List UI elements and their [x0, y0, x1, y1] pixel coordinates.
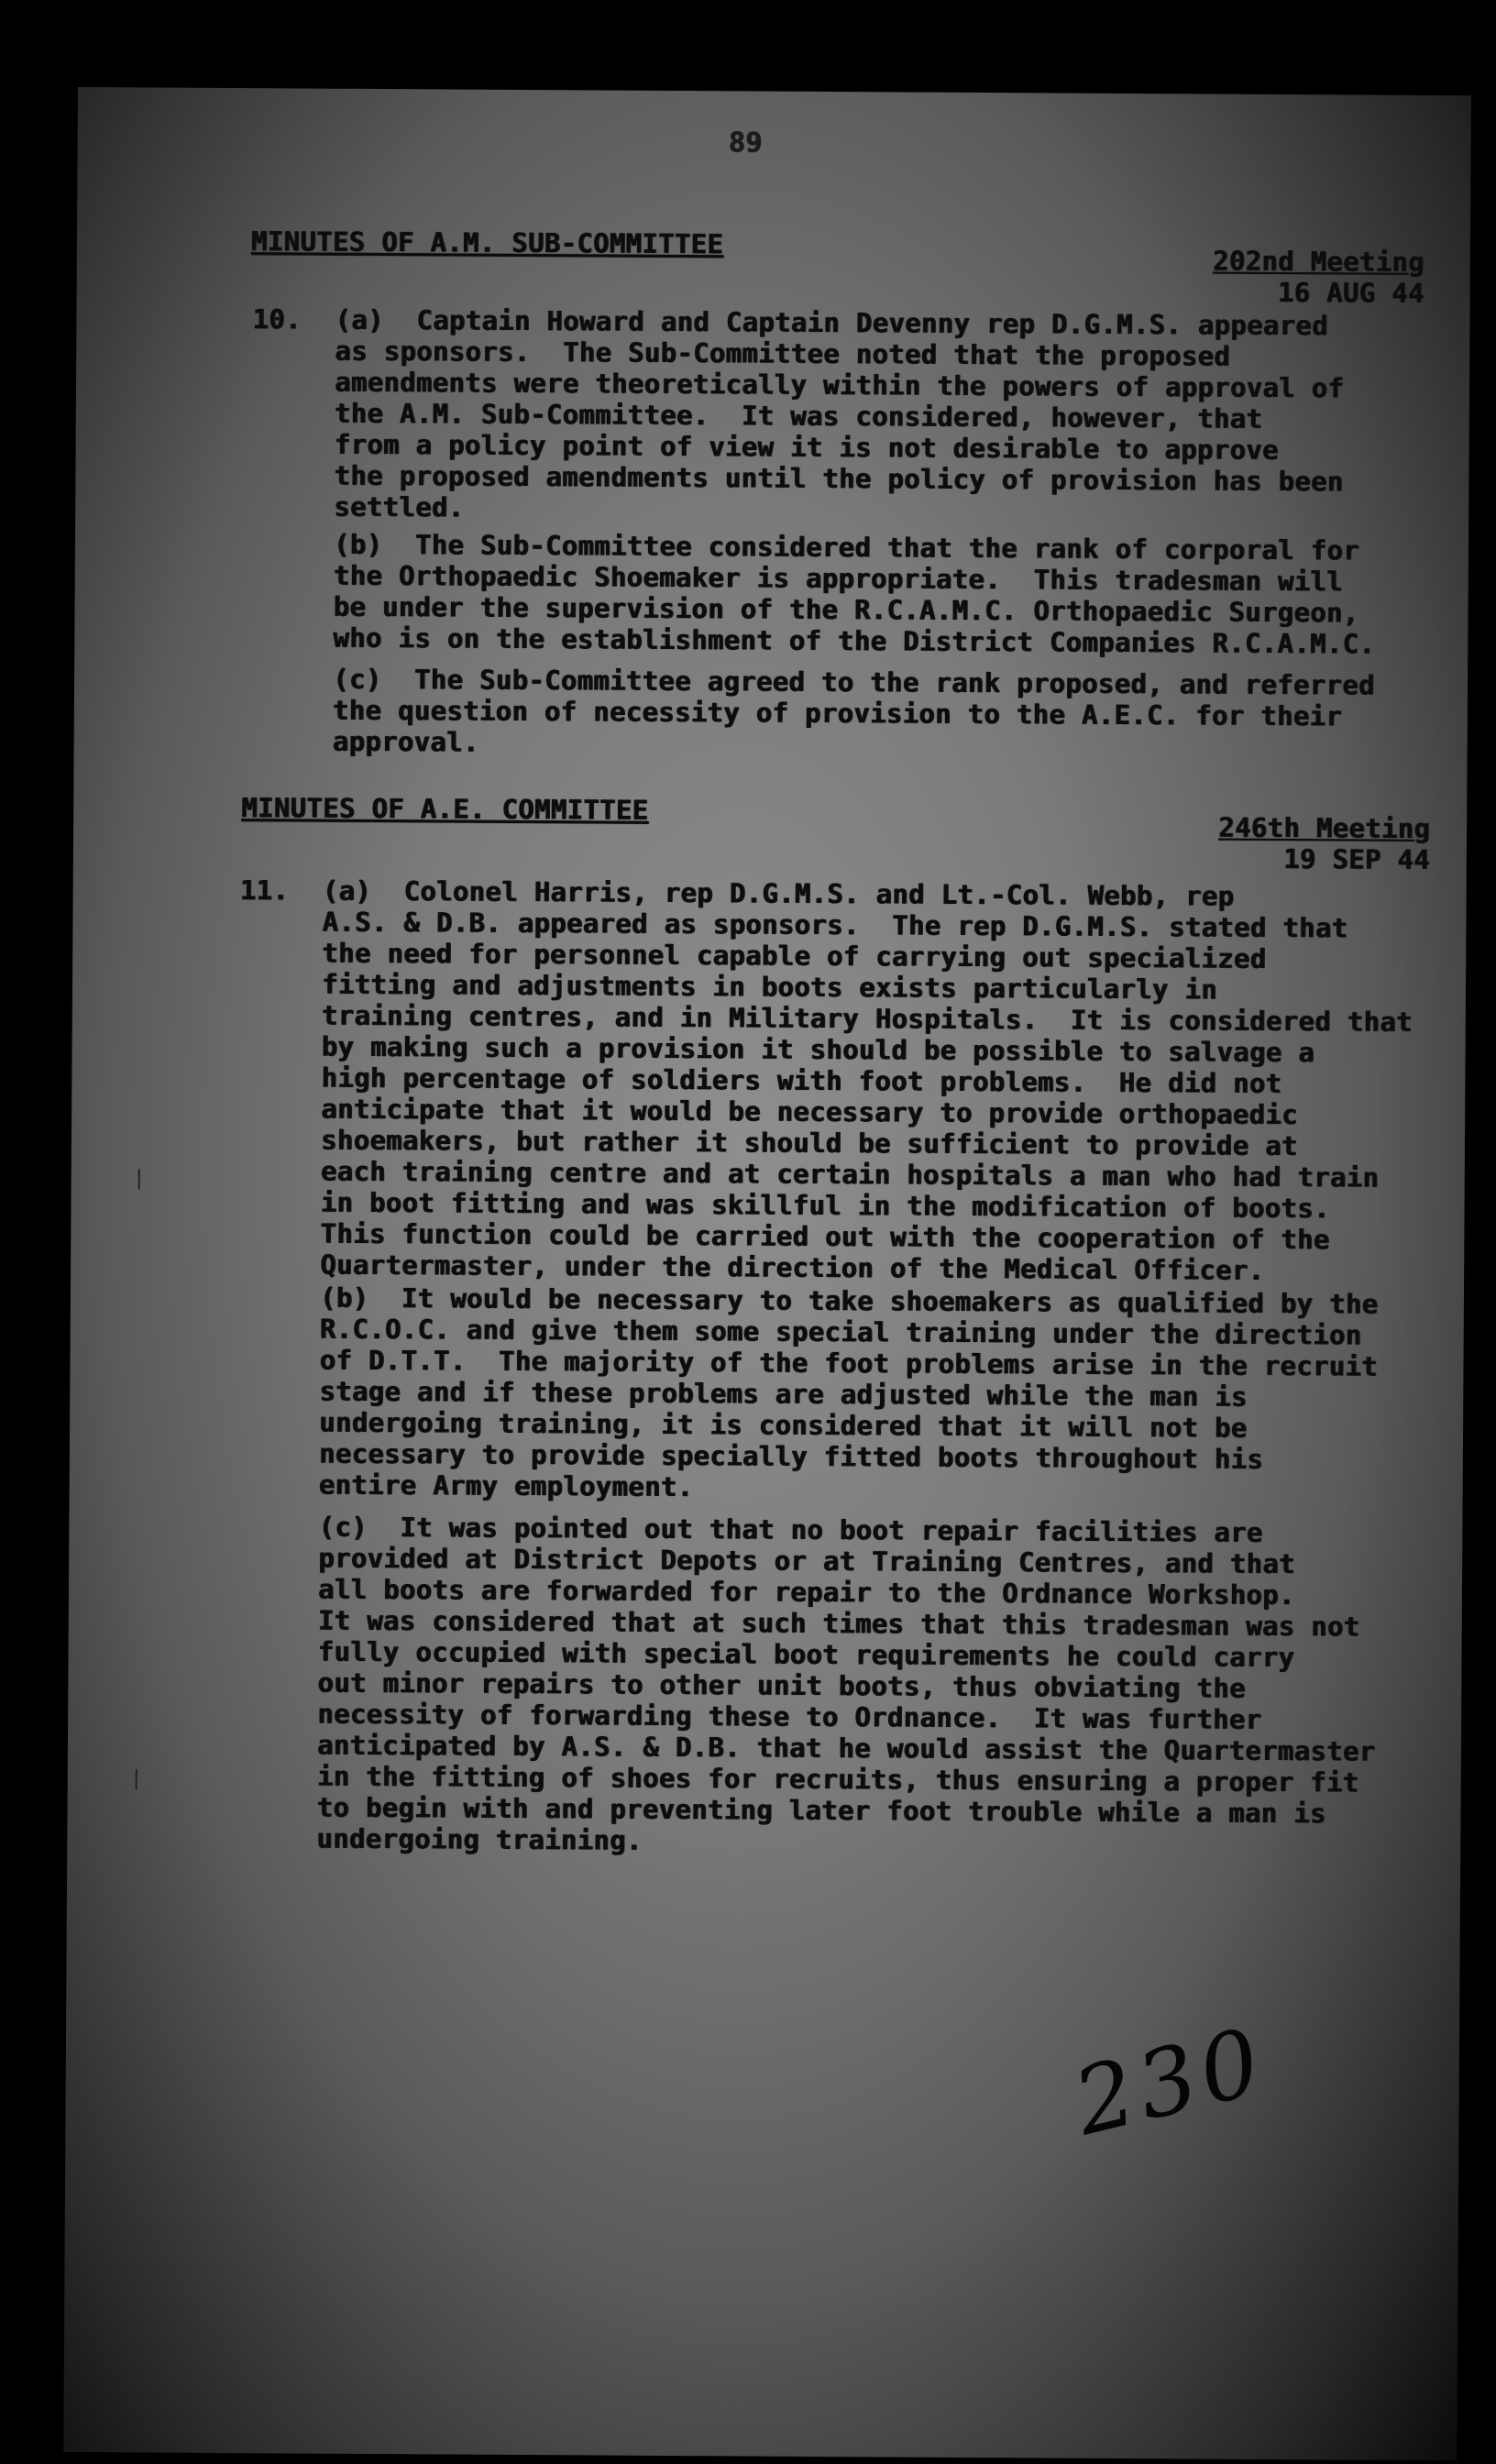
section2-para-b: (b) It would be necessary to take shoemakers as qualified by the R.C.O.C. and give them some special training under the direction of D.T.T. The majority of the foot problems arise in the recruit stage and if these problems are adjusted while the man is undergoing training, it is considered that it will not be necessary to provide specially fitted boots throughout his entire Army employment.: [318, 1282, 1379, 1503]
margin-mark: [136, 1769, 138, 1789]
section2-heading: [241, 792, 648, 826]
margin-mark: [138, 1169, 140, 1189]
page-number: 89: [728, 126, 763, 160]
section2-para-a: (a) Colonel Harris, rep D.G.M.S. and Lt.-Col. Webb, rep A.S. & D.B. appeared as sponsors. The rep D.G.M.S. stated that the need for personnel capable of carrying out specialized fitting and adjustments in boots exists particularly in training centres, and in Military Hospitals. It is considered that by making such a provision it should be possible to salvage a high percentage of soldiers with foot problems. He did not anticipate that it would be necessary to provide orthopaedic shoemakers, but rather it should be sufficient to provide at each training centre and at certain hospitals a man who had train in boot fitting and was skillful in the modification of boots. This function could be carried out with the cooperation of the Quartermaster, under the direction of the Medical Officer.: [320, 874, 1413, 1286]
document-page: [63, 87, 1471, 2460]
item-number-10: 10.: [252, 303, 302, 336]
section2-meeting: 246th Meeting: [1218, 811, 1431, 845]
section2-meeting-info: [1128, 811, 1430, 875]
section2-para-c: (c) It was pointed out that no boot repair facilities are provided at District Depots or at Training Centres, and that all boots are forwarded for repair to the Ordnance Workshop. It was considered that at such times that this tradesman was not fully occupied with special boot requirements he could carry out minor repairs to other unit boots, thus obviating the necessity of forwarding these to Ordnance. It was further anticipated by A.S. & D.B. that he would assist the Quartermaster in the fitting of shoes for recruits, thus ensuring a proper fit to begin with and preventing later foot trouble while a man is undergoing training.: [316, 1511, 1376, 1856]
section1-meeting-info: [1131, 245, 1424, 309]
section1-heading: [251, 226, 723, 259]
section1-para-a: (a) Captain Howard and Captain Devenny rep D.G.M.S. appeared as sponsors. The Sub-Committee noted that the proposed amendments were theoretically within the powers of approval of the A.M. Sub-Committee. It was considered, however, that from a policy point of view it is not desirable to approve the proposed amendments until the policy of provision has been settled.: [334, 303, 1345, 523]
section1-heading-text: MINUTES OF A.M. SUB-COMMITTEE: [250, 226, 724, 260]
handwritten-page-number: 230: [1063, 2007, 1276, 2157]
section1-para-b: (b) The Sub-Committee considered that the rank of corporal for the Orthopaedic Shoemaker is appropriate. This tradesman will be under the supervision of the R.C.A.M.C. Orthopaedic Surgeon, who is on the establishment of the District Companies R.C.A.M.C.: [333, 528, 1376, 660]
section1-para-c: (c) The Sub-Committee agreed to the rank proposed, and referred the question of necessity of provision to the A.E.C. for their approval.: [332, 663, 1375, 758]
item-number-11: 11.: [239, 874, 290, 907]
section1-date: 16 AUG 44: [1277, 276, 1424, 309]
section2-heading-text: MINUTES OF A.E. COMMITTEE: [241, 792, 649, 826]
section1-meeting: 202nd Meeting: [1212, 245, 1424, 278]
section2-date: 19 SEP 44: [1282, 843, 1430, 876]
